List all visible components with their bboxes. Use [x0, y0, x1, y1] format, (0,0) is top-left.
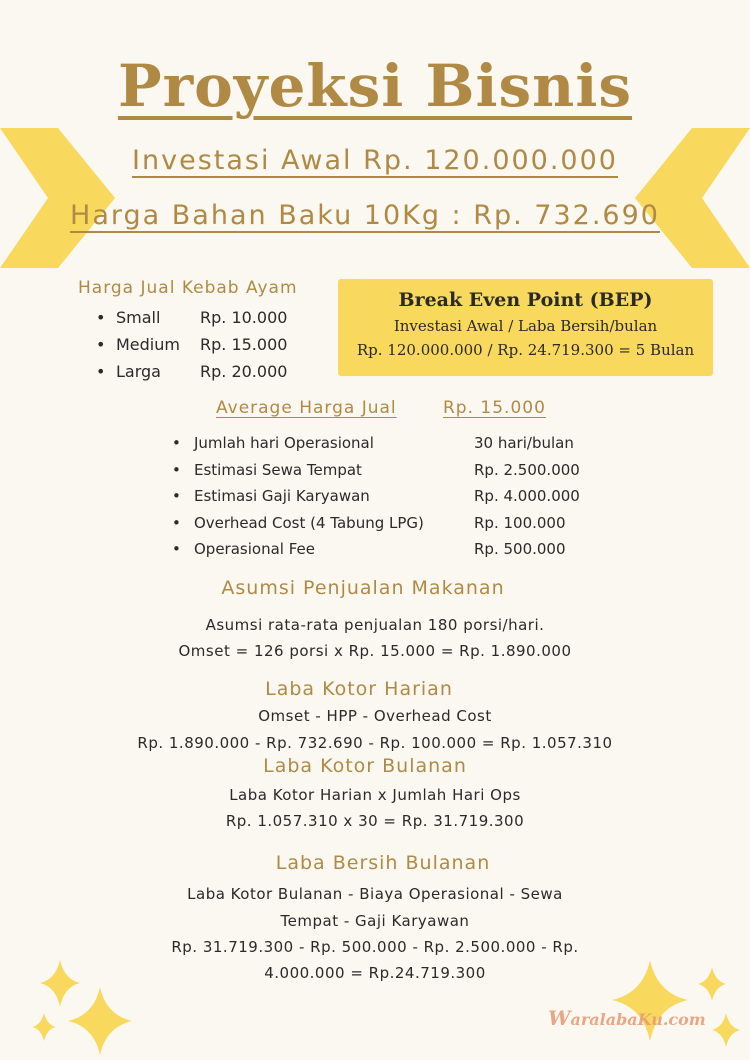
- selling-price-heading: Harga Jual Kebab Ayam: [78, 278, 298, 298]
- sales-line-1: Asumsi rata-rata penjualan 180 porsi/hari.: [205, 616, 545, 634]
- list-item: • Larga Rp. 20.000: [96, 362, 288, 381]
- bep-formula: Investasi Awal / Laba Bersih/bulan: [393, 317, 658, 335]
- monthly-net-line-1: Laba Kotor Bulanan - Biaya Operasional - Sewa: [187, 885, 563, 903]
- list-item: • Estimasi Sewa Tempat Rp. 2.500.000: [172, 460, 580, 479]
- average-label: Average Harga Jual: [216, 398, 397, 418]
- daily-gross-line-2: Rp. 1.890.000 - Rp. 732.690 - Rp. 100.000 = Rp. 1.057.310: [137, 734, 613, 752]
- bep-box: [338, 279, 713, 376]
- monthly-net-heading: Laba Bersih Bulanan: [275, 852, 491, 874]
- daily-gross-heading: Laba Kotor Harian: [265, 678, 453, 700]
- list-item: • Overhead Cost (4 Tabung LPG) Rp. 100.000: [172, 513, 566, 532]
- monthly-net-line-2: Tempat - Gaji Karyawan: [280, 912, 470, 930]
- sales-line-2: Omset = 126 porsi x Rp. 15.000 = Rp. 1.890.000: [178, 642, 572, 660]
- monthly-net-line-4: 4.000.000 = Rp.24.719.300: [264, 964, 486, 982]
- list-item: • Small Rp. 10.000: [96, 308, 288, 327]
- list-item: • Estimasi Gaji Karyawan Rp. 4.000.000: [172, 487, 580, 505]
- monthly-gross-heading: Laba Kotor Bulanan: [263, 755, 467, 777]
- list-item: • Operasional Fee Rp. 500.000: [172, 540, 566, 558]
- investment-line: Investasi Awal Rp. 120.000.000: [132, 145, 618, 176]
- daily-gross-line-1: Omset - HPP - Overhead Cost: [258, 707, 492, 725]
- page-title: Proyeksi Bisnis: [117, 52, 633, 120]
- monthly-gross-line-2: Rp. 1.057.310 x 30 = Rp. 31.719.300: [225, 812, 525, 830]
- list-item: • Jumlah hari Operasional 30 hari/bulan: [172, 434, 574, 452]
- watermark-logo: WaralabaKu.com: [548, 1006, 706, 1030]
- monthly-net-line-3: Rp. 31.719.300 - Rp. 500.000 - Rp. 2.500.000 - Rp.: [171, 938, 579, 956]
- average-value: Rp. 15.000: [443, 398, 546, 418]
- monthly-gross-line-1: Laba Kotor Harian x Jumlah Hari Ops: [229, 786, 521, 804]
- list-item: • Medium Rp. 15.000: [96, 335, 288, 354]
- selling-price-list: [96, 304, 287, 385]
- sales-heading: Asumsi Penjualan Makanan: [221, 577, 505, 599]
- bep-title: Break Even Point (BEP): [398, 289, 653, 311]
- sparkle-left-icon: [0, 955, 150, 1060]
- bep-result: Rp. 120.000.000 / Rp. 24.719.300 = 5 Bulan: [356, 341, 695, 359]
- cost-list: [172, 430, 580, 563]
- raw-material-line: Harga Bahan Baku 10Kg : Rp. 732.690: [70, 200, 660, 231]
